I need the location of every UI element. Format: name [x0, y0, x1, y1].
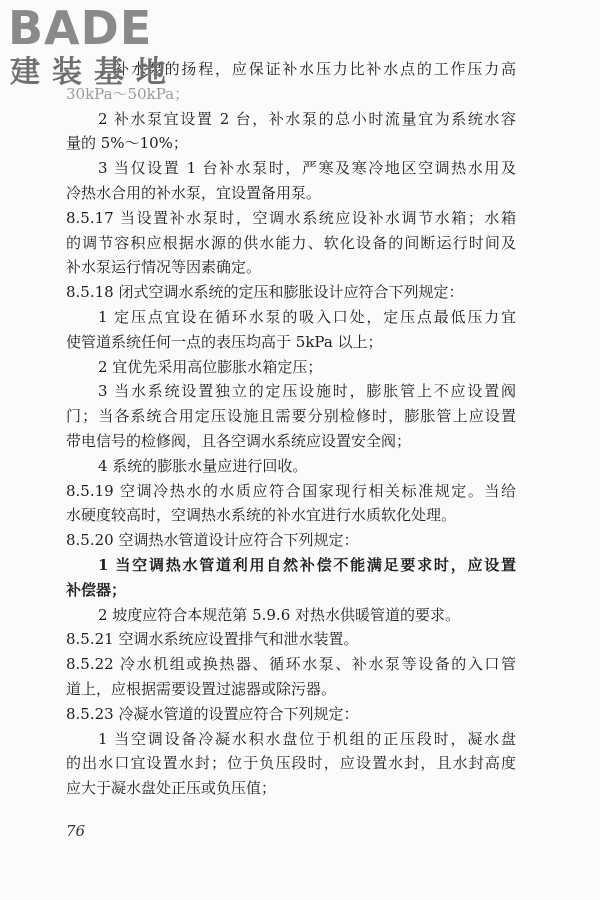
- text-line: 补偿器；: [66, 580, 127, 599]
- text-line: 1 定压点宜设在循环水泵的吸入口处，定压点最低压力宜: [98, 307, 516, 326]
- text-line: 8.5.23 冷凝水管道的设置应符合下列规定：: [66, 704, 359, 723]
- text-line: 量的 5%～10%；: [66, 134, 188, 153]
- text-line: 8.5.20 空调热水管道设计应符合下列规定：: [66, 531, 359, 550]
- text-line: 2 坡度应符合本规范第 5.9.6 对热水供暖管道的要求。: [98, 605, 461, 624]
- text-line: 1 当空调热水管道利用自然补偿不能满足要求时，应设置: [98, 555, 516, 574]
- text-line: 3 当仅设置 1 台补水泵时，严寒及寒冷地区空调热水用及: [98, 159, 516, 178]
- document-body: [66, 57, 516, 801]
- text-line: 3 当水系统设置独立的定压设施时，膨胀管上不应设置阀: [98, 382, 516, 401]
- text-line: 应大于凝水盘处正压或负压值；: [66, 779, 277, 798]
- bade-logo: [8, 2, 188, 98]
- text-line: 1 当空调设备冷凝水积水盘位于机组的正压段时，凝水盘: [98, 729, 516, 748]
- text-line: 道上，应根据需要设置过滤器或除污器。: [66, 679, 337, 698]
- text-line: 1 补水泵的扬程，应保证补水压力比补水点的工作压力高: [98, 60, 516, 78]
- page-number: 76: [66, 822, 86, 840]
- text-line: 4 系统的膨胀水量应进行回收。: [98, 456, 308, 475]
- text-line: 8.5.18 闭式空调水系统的定压和膨胀设计应符合下列规定：: [66, 283, 464, 302]
- logo-brand: BADE: [8, 1, 153, 55]
- text-line: 30kPa～50kPa；: [66, 84, 190, 103]
- text-line: 8.5.19 空调冷热水的水质应符合国家现行相关标准规定。当给: [66, 481, 516, 500]
- text-line: 门；当各系统合用定压设施且需要分别检修时，膨胀管上应设置: [66, 407, 516, 426]
- text-line: 2 补水泵宜设置 2 台，补水泵的总小时流量宜为系统水容: [98, 109, 516, 128]
- text-line: 8.5.21 空调水系统应设置排气和泄水装置。: [66, 630, 359, 649]
- logo-chinese-name: 建装基地: [10, 55, 178, 90]
- text-line: 冷热水合用的补水泵，宜设置备用泵。: [66, 183, 322, 202]
- text-line: 补水泵运行情况等因素确定。: [66, 258, 262, 277]
- text-line: 的调节容积应根据水源的供水能力、软化设备的间断运行时间及: [66, 233, 516, 252]
- text-line: 2 宜优先采用高位膨胀水箱定压；: [98, 357, 323, 376]
- text-line: 8.5.22 冷水机组或换热器、循环水泵、补水泵等设备的入口管: [66, 655, 516, 674]
- text-line: 的出水口宜设置水封；位于负压段时，应设置水封，且水封高度: [66, 754, 516, 773]
- text-line: 带电信号的检修阀，且各空调水系统应设置安全阀；: [66, 431, 412, 450]
- text-line: 8.5.17 当设置补水泵时，空调水系统应设补水调节水箱；水箱: [66, 208, 516, 227]
- text-line: 使管道系统任何一点的表压均高于 5kPa 以上；: [66, 332, 383, 351]
- text-line: 水硬度较高时，空调热水系统的补水宜进行水质软化处理。: [66, 506, 457, 525]
